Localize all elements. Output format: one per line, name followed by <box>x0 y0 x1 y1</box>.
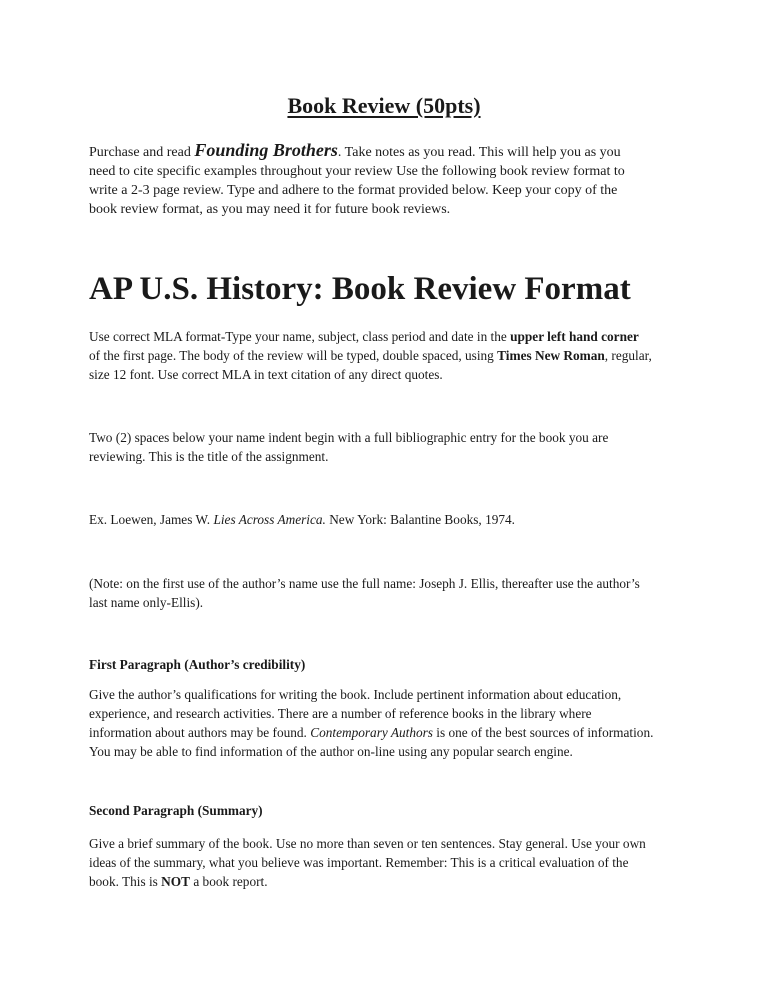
format-heading: AP U.S. History: Book Review Format <box>89 271 631 307</box>
not-emphasis: NOT <box>161 874 190 889</box>
first-paragraph-line-2: experience, and research activities. There are a number of reference books in the library where <box>89 706 592 721</box>
example-citation <box>89 510 689 529</box>
intro-paragraph <box>89 141 679 219</box>
contemporary-authors-title: Contemporary Authors <box>310 725 433 740</box>
intro-line-3: write a 2-3 page review. Type and adhere to the format provided below. Keep your copy of the <box>89 183 618 198</box>
intro-text-line1-end: . Take notes as you read. This will help you as you <box>337 145 621 160</box>
second-paragraph-line-2: ideas of the summary, what you believe was important. Remember: This is a critical evaluation of the <box>89 855 629 870</box>
first-paragraph-line-3: information about authors may be found. <box>89 725 311 740</box>
second-paragraph-line-3-end: a book report. <box>190 874 268 889</box>
mla-paragraph <box>89 327 689 384</box>
first-paragraph-line-3-end: is one of the best sources of information. <box>432 725 654 740</box>
second-paragraph-body <box>89 834 689 891</box>
intro-line-2: need to cite specific examples throughout your review Use the following book review format to <box>89 164 625 179</box>
mla-line-3: size 12 font. Use correct MLA in text citation of any direct quotes. <box>89 367 443 382</box>
mla-line-2-end: , regular, <box>604 348 652 363</box>
first-paragraph-line-1: Give the author’s qualifications for writing the book. Include pertinent information about education, <box>89 687 622 702</box>
first-paragraph-body <box>89 685 689 761</box>
bibliography-line-1: Two (2) spaces below your name indent begin with a full bibliographic entry for the book you are <box>89 430 609 445</box>
book-title: Founding Brothers <box>194 140 338 160</box>
mla-line-2: of the first page. The body of the review will be typed, double spaced, using <box>89 348 498 363</box>
intro-line-4: book review format, as you may need it for future book reviews. <box>89 202 451 217</box>
note-line-1: (Note: on the first use of the author’s name use the full name: Joseph J. Ellis, thereafter use the author’s <box>89 576 640 591</box>
second-paragraph-line-3: book. This is <box>89 874 162 889</box>
intro-text-start: Purchase and read <box>89 145 195 160</box>
first-paragraph-line-4: You may be able to find information of the author on-line using any popular search engine. <box>89 744 573 759</box>
mla-line-1: Use correct MLA format-Type your name, subject, class period and date in the <box>89 329 511 344</box>
example-publisher: New York: Balantine Books, 1974. <box>325 512 515 527</box>
document-title: Book Review (50pts) <box>287 93 481 118</box>
second-paragraph-line-1: Give a brief summary of the book. Use no more than seven or ten sentences. Stay general. Use your own <box>89 836 646 851</box>
first-paragraph-heading: First Paragraph (Author’s credibility) <box>89 657 306 672</box>
example-author: Ex. Loewen, James W. <box>89 512 214 527</box>
mla-bold-corner: upper left hand corner <box>510 329 639 344</box>
bibliography-paragraph <box>89 428 689 466</box>
bibliography-line-2: reviewing. This is the title of the assignment. <box>89 449 329 464</box>
mla-bold-font: Times New Roman <box>497 348 605 363</box>
note-paragraph <box>89 574 689 612</box>
example-book-title: Lies Across America. <box>213 512 326 527</box>
note-line-2: last name only-Ellis). <box>89 595 204 610</box>
second-paragraph-heading: Second Paragraph (Summary) <box>89 803 263 818</box>
